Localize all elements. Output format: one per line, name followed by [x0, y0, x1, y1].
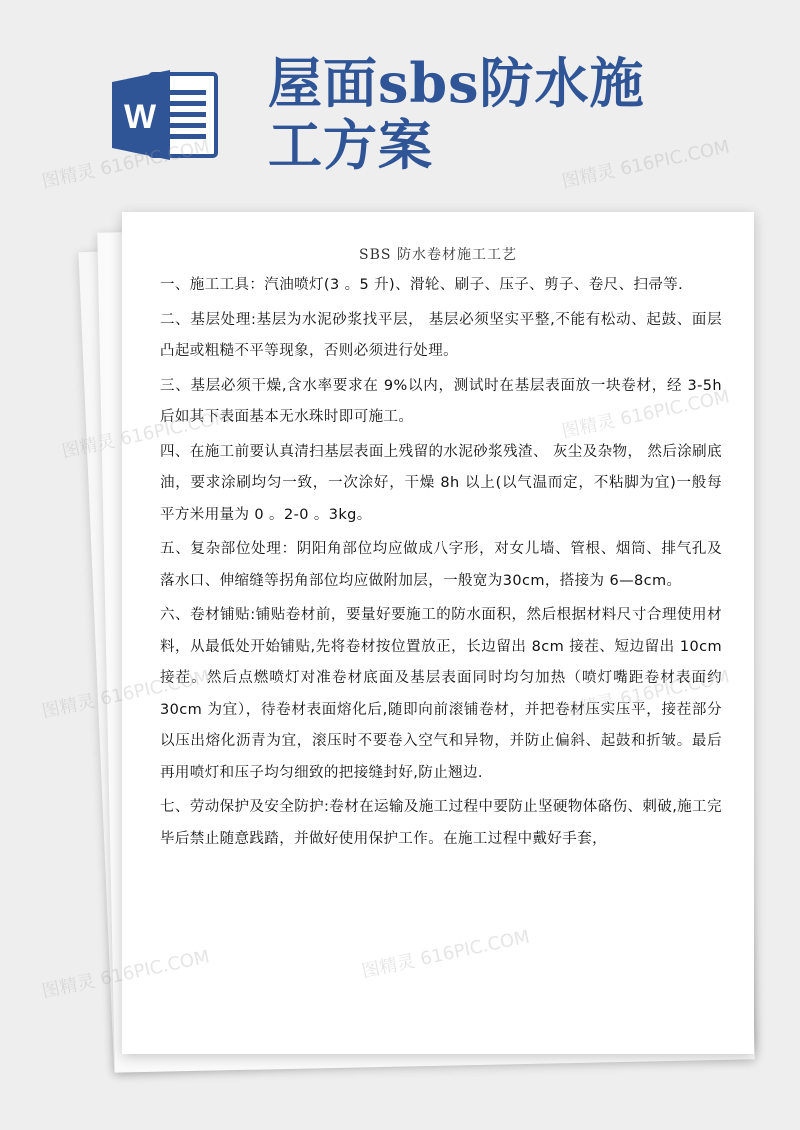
document-heading: SBS 防水卷材施工工艺	[359, 247, 517, 263]
logo-letter: W	[123, 98, 157, 136]
watermark-text: 图精灵 616PIC.COM	[559, 386, 732, 443]
paragraph-base-dryness: 三、基层必须干燥,含水率要求在 9%以内，测试时在基层表面放一块卷材，经 3-5h 后如其下表面基本无水珠时即可施工。	[160, 377, 722, 425]
paragraph-safety: 七、劳动保护及安全防护:卷材在运输及施工过程中要防止坚硬物体硌伤、刺破,施工完毕后禁止随意践踏，并做好使用保护工作。在施工过程中戴好手套，	[160, 799, 722, 847]
paragraph-base-treatment: 二、基层处理:基层为水泥砂浆找平层， 基层必须坚实平整,不能有松动、起鼓、面层凸起或粗糙不平等现象，否则必须进行处理。	[160, 311, 722, 359]
document-page	[122, 212, 754, 1054]
paragraph-complex-parts: 五、复杂部位处理：阴阳角部位均应做成八字形，对女儿墙、管根、烟筒、排气孔及落水口、伸缩缝等拐角部位均应做附加层，一般宽为30cm，搭接为 6—8cm。	[160, 541, 722, 589]
paragraph-membrane-laying: 六、卷材铺贴:铺贴卷材前，要量好要施工的防水面积，然后根据材料尺寸合理使用材料，从最低处开始铺贴,先将卷材按位置放正，长边留出 8cm 接茬、短边留出 10cm 接茬。然后点燃喷灯对准卷材底面及基层表面同时均匀加热（喷灯嘴距卷材表面约 30cm 为宜），待卷材表面熔化后,随即向前滚铺卷材，并把卷材压实压平，接茬部分以压出熔化沥青为宜，滚压时不要卷入空气和异物，并防止偏斜、起鼓和折皱。最后再用喷灯和压子均匀细致的把接缝封好,防止翘边.	[160, 607, 722, 781]
paragraph-tools: 一、施工工具：汽油喷灯(3 。5 升)、滑轮、刷子、压子、剪子、卷尺、扫帚等.	[160, 277, 684, 293]
word-document-icon	[110, 70, 220, 160]
watermark-text: 图精灵 616PIC.COM	[39, 946, 212, 1003]
watermark-text: 图精灵 616PIC.COM	[59, 406, 232, 463]
watermark-text: 图精灵 616PIC.COM	[39, 666, 212, 723]
paragraph-primer: 四、在施工前要认真清扫基层表面上残留的水泥砂浆残渣、 灰尘及杂物， 然后涂刷底油，要求涂刷均匀一致，一次涂好，干燥 8h 以上(以气温而定，不粘脚为宜)一般每平方米用量为 0 。2-0 。3kg。	[160, 443, 722, 523]
page-title: 屋面sbs防水施工方案	[268, 51, 645, 177]
word-logo	[110, 70, 220, 160]
watermark-text: 图精灵 616PIC.COM	[39, 136, 212, 193]
watermark-text: 图精灵 616PIC.COM	[359, 926, 532, 983]
watermark-text: 图精灵 616PIC.COM	[559, 666, 732, 723]
watermark-text: 图精灵 616PIC.COM	[559, 136, 732, 193]
